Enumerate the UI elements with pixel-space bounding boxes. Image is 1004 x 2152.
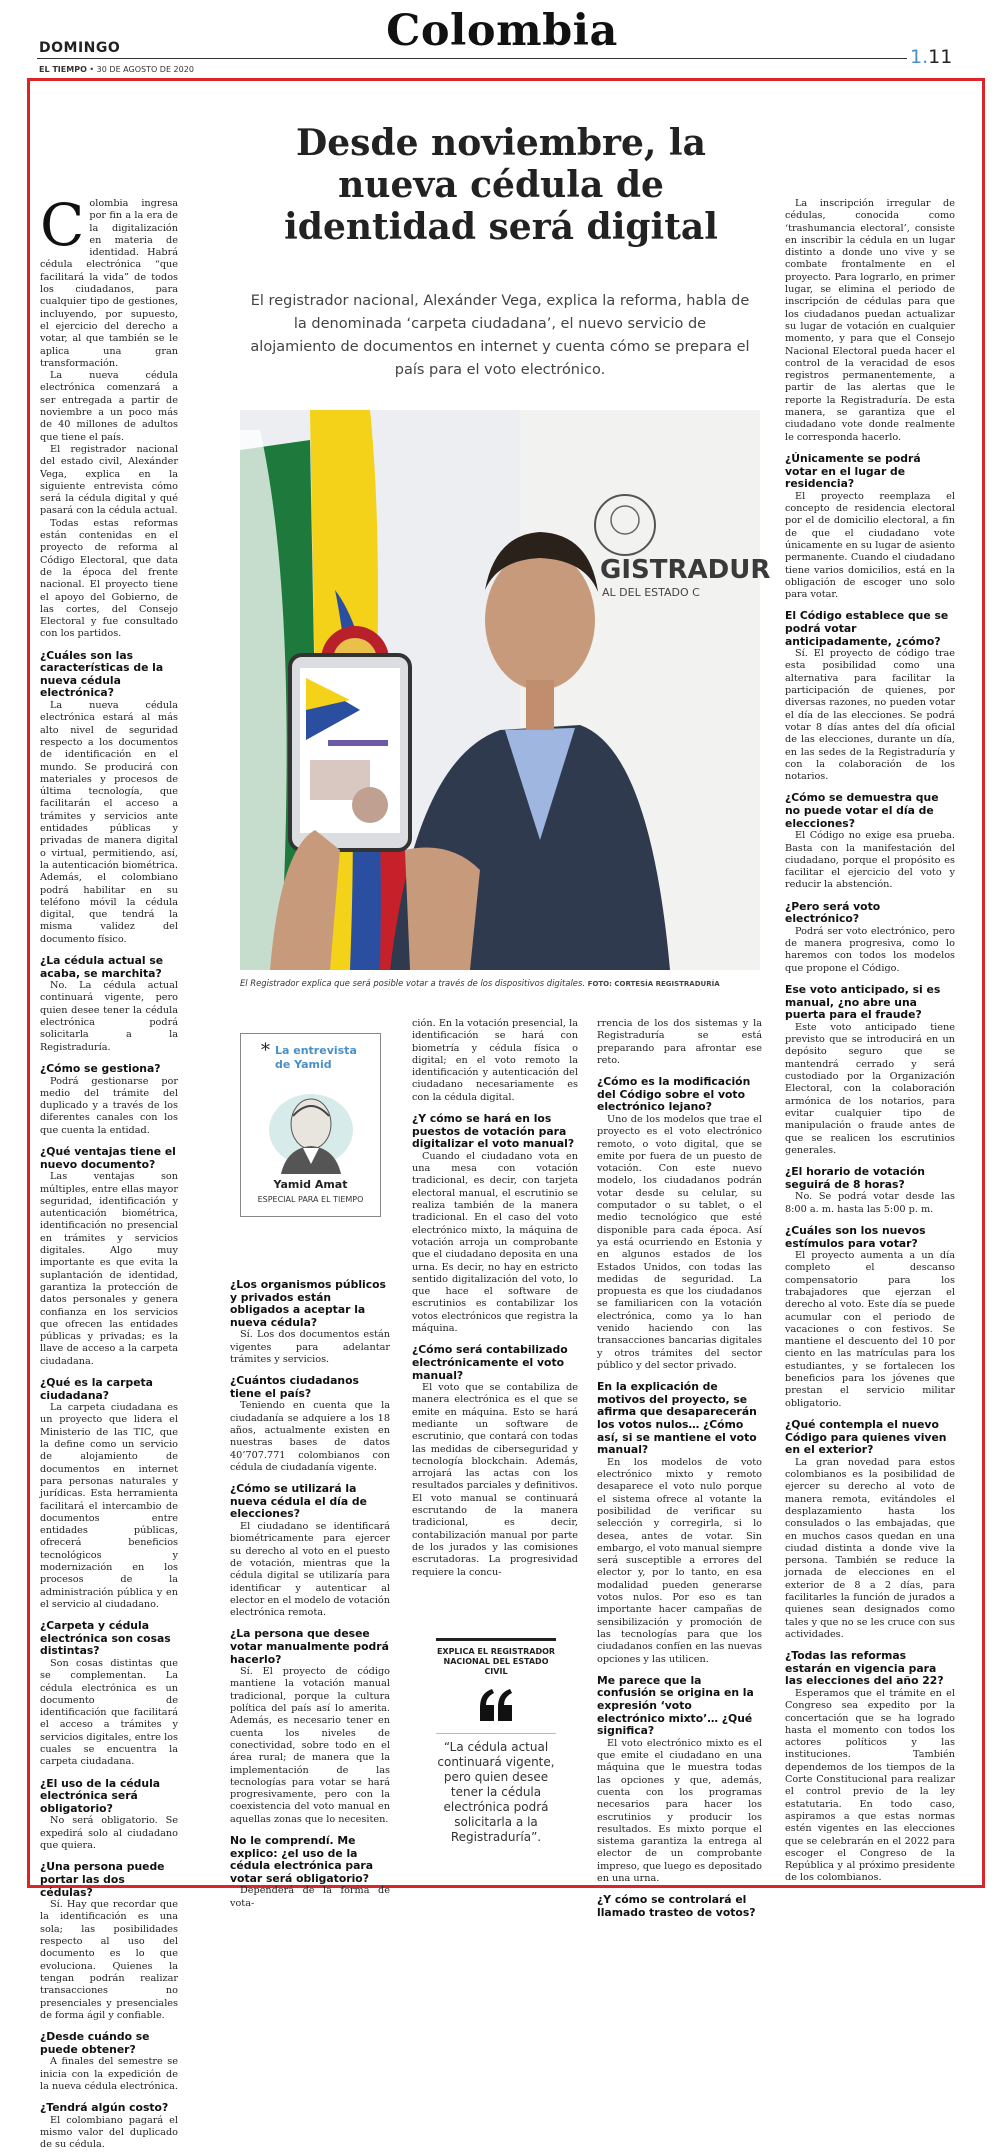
interview-question: ¿Tendrá algún costo? [40,2101,169,2115]
interview-answer: En los modelos de voto electrónico mixto y remoto desaparece el voto nulo porque el sistema ofrece al votante la posibilidad de verificar su selección y corregirla, si lo desea, antes de votar. Sin embargo, el voto manual siempre será susceptible a errores del elector y, por lo tanto, en esa modalidad pueden generarse votos nulos. Por eso es tan importante hacer campañas de sensibilización y promoción de las tecnologías para que los ciudadanos confíen en las nuevas opciones y las utilicen. [597,1456,762,1665]
interview-question: ¿Los organismos públicos y privados están obligados a aceptar la nueva cédula? [230,1278,386,1329]
interview-answer: Podrá gestionarse por medio del trámite del duplicado y a través de los diferentes canales con los que cuenta la entidad. [40,1075,178,1136]
publication-date: • 30 DE AGOSTO DE 2020 [89,65,194,74]
interview-answer: Las ventajas son múltiples, entre ellas mayor seguridad, identificación y autenticación biométrica, identificación no presencial en trámites y servicios digitales. Algo muy importante es que evita la suplantación de identidad, garantiza la protección de datos personales y genera confianza en los servicios que ofrecen las entidades públicas y privadas; es la llave de acceso a la carpeta ciudadana. [40,1171,178,1367]
interview-answer: Sí. El proyecto de código trae esta posibilidad como una alternativa para facilitar la participación de quienes, por diversas razones, no pueden votar el día de las elecciones. Se podrá votar 8 días antes del día oficial de las elecciones, durante un día, en las sedes de la Registraduría y con la colaboración de los notarios. [785,648,955,783]
interview-question: ¿Cuáles son los nuevos estímulos para votar? [785,1223,926,1250]
edition-number: 1. [910,46,929,68]
interview-answer: Cuando el ciudadano vota en una mesa con votación tradicional, es decir, con tarjeta electoral manual, el escrutinio se realiza también de la manera tradicional. En el caso del voto electrónico mixto, la máquina de votación arroja un comprobante que el ciudadano deposita en una urna. Es decir, no hay en estricto sentido digitalización del voto, lo que hace el software de escrutinios es contabilizar los votos electrónicos que registra la máquina. [412,1150,578,1335]
page-number [910,46,952,68]
interview-answer: No. La cédula actual continuará vigente, pero quien desee tener la cédula electrónica podrá solicitarla a la Registraduría. [40,980,178,1053]
drop-cap: C [40,191,85,259]
interview-answer: Teniendo en cuenta que la ciudadanía se adquiere a los 18 años, actualmente existen en nuestras bases de datos 40’707.771 colombianos con cédula de ciudadanía vigente. [230,1400,390,1473]
interview-question: ¿Todas las reformas estarán en vigencia para las elecciones del año 22? [785,1649,944,1688]
interviewer-portrait [241,1082,382,1174]
page-number-value: 11 [928,46,953,68]
photo-caption [240,978,780,988]
article-column-3 [412,1018,578,1593]
interview-answer: Este voto anticipado tiene previsto que se introducirá en un depósito seguro que se mantendrá cerrado y será custodiado por la Organización Electoral, con la colaboración armónica de los notarios, para evitar cualquier tipo de manipulación o fraude antes de que se realicen los escrutinios generales. [785,1021,955,1156]
interviewer-name: Yamid Amat [273,1178,348,1191]
interview-question: ¿Cómo se gestiona? [40,1061,161,1075]
interview-answer: El voto que se contabiliza de manera electrónica es el que se emite en máquina. Esto se hará mediante un software de escrutinio, que contará con todas las medidas de ciberseguridad y tecnología blockchain. Además, arrojará las actas con los resultados parciales y definitivos. El voto manual se continuará escrutando de la manera tradicional, es decir, contabilización manual por parte de los jurados y las comisiones escrutadoras. La progresividad requiere la concu- [412,1382,578,1578]
interview-question: ¿El horario de votación seguirá de 8 horas? [785,1165,925,1191]
interview-question: ¿Desde cuándo se puede obtener? [40,2030,150,2056]
intro-text: olombia ingresa por fin a la era de la digitalización en materia de identidad. Habrá cédula electrónica “que facilitará la vida” de todos los ciudadanos, para cualquier tipo de gestiones, incluyendo, por supuesto, el ejercicio del derecho a votar, al que también se le aplica una gran transformación. [40,198,178,369]
section-title: Colombia [386,6,618,56]
intro-paragraph [40,191,178,370]
interview-question: Ese voto anticipado, si es manual, ¿no abre una puerta para el fraude? [785,983,941,1022]
interview-question: ¿Únicamente se podrá votar en el lugar de residencia? [785,451,921,491]
interview-answer: ción. En la votación presencial, la identificación se hará con biometría y cédula física o digital; en el voto remoto la identificación y autenticación del ciudadano necesariamente es con la cédula digital. [412,1018,578,1103]
interview-question: ¿Carpeta y cédula electrónica son cosas distintas? [40,1619,171,1658]
interview-answer: El ciudadano se identificará biométricamente para ejercer su derecho al voto en el puesto de votación, mientras que la cédula digital se utilizaría para identificar y autenticar al elector en el modelo de votación electrónica remota. [230,1521,390,1619]
interview-question: Me parece que la confusión se origina en la expresión ‘voto electrónico mixto’… ¿Qué significa? [597,1673,754,1738]
interview-answer: Podrá ser voto electrónico, pero de manera progresiva, como lo haremos con todos los modelos que propone el Código. [785,925,955,974]
interview-answer: Dependerá de la forma de vota- [230,1885,390,1909]
interview-question: En la explicación de motivos del proyecto, se afirma que desaparecerán los votos nulos… ¿Cómo así, si se mantiene el voto manual? [597,1380,757,1457]
interviewer-role: ESPECIAL PARA EL TIEMPO [257,1195,364,1204]
interview-answer: Sí. El proyecto de código mantiene la votación manual tradicional, porque la cultura política del país así lo amerita. Además, es necesario tener en cuenta los niveles de conectividad, sobre todo en el área rural; de manera que la implementación de las tecnologías para votar se hará progresivamente, pero con la coexistencia del voto manual en aquellas zonas que lo necesiten. [230,1666,390,1825]
interview-question: No le comprendí. Me explico: ¿el uso de la cédula electrónica para votar será obligatorio? [230,1834,373,1885]
interview-answer: Sí. Hay que recordar que la identificación es una sola; las posibilidades respecto al uso del documento es lo que evoluciona. Quienes la tengan podrán realizar transacciones no presenciales y presenciales de forma ágil y confiable. [40,1899,178,2021]
interview-answer: Uno de los modelos que trae el proyecto es el voto electrónico remoto, o voto digital, que se emite por fuera de un puesto de votación. Con este nuevo modelo, los ciudadanos podrán votar desde su celular, su computador o su tablet, o el medio tecnológico que esté disponible para cada época. Así ya está ocurriendo en Estonia y en algunos estados de los Estados Unidos, con todas las medidas de seguridad. La propuesta es que los ciudadanos se familiaricen con la votación electrónica, como ya lo han venido haciendo con las transacciones bancarias digitales y otros trámites del sector público y del sector privado. [597,1113,762,1371]
interview-question: ¿Y cómo se hará en los puestos de votación para digitalizar el voto manual? [412,1112,575,1151]
article-column-5 [785,198,955,1884]
interview-answer: La gran novedad para estos colombianos es la posibilidad de ejercer su derecho al voto de manera remota, evitándoles el desplazamiento hasta los consulados o las embajadas, que en muchos casos quedan en una ciudad distinta a donde vive la persona. También se reduce la jornada de elecciones en el exterior de 8 a 2 días, para facilitarles la función de jurados a quienes sean designados como tales y que no se les cruce con sus actividades. [785,1456,955,1640]
body-paragraph: Todas estas reformas están contenidas en el proyecto de reforma al Código Electoral, que data de la época del frente nacional. El proyecto tiene el apoyo del Gobierno, de las cortes, del Consejo Electoral y fue consultado con los partidos. [40,517,178,640]
pull-quote-label: EXPLICA EL REGISTRADOR NACIONAL DEL ESTADO CIVIL [436,1638,556,1677]
interview-question: ¿La cédula actual se acaba, se marchita? [40,954,164,980]
interview-answer: El colombiano pagará el mismo valor del duplicado de su cédula. [40,2114,178,2151]
star-icon: * [261,1040,270,1061]
quote-mark-icon [476,1687,516,1723]
body-paragraph: El registrador nacional del estado civil, Alexánder Vega, explica en la siguiente entrevista cómo será la cédula digital y qué pasará con la cédula actual. [40,443,178,517]
article-column-1 [40,191,179,2151]
interviewer-box [240,1033,381,1217]
interview-question: ¿Cómo será contabilizado electrónicamente el voto manual? [412,1343,568,1382]
pull-quote-box [436,1638,556,1878]
interview-answer: Sí. Los dos documentos están vigentes para adelantar trámites y servicios. [230,1329,390,1365]
interview-answer: La carpeta ciudadana es un proyecto que lidera el Ministerio de las TIC, que la define como un servicio de alojamiento de documentos en internet para personas naturales y jurídicas. Esta herramienta facilitará el intercambio de documentos entre entidades públicas, ofrecerá beneficios tecnológicos y modernización en los procesos de la administración pública y en el servicio al ciudadano. [40,1402,178,1610]
interview-question: ¿La persona que desee votar manualmente podrá hacerlo? [230,1627,389,1666]
publication-name: EL TIEMPO [39,65,87,74]
interview-answer: El voto electrónico mixto es el que emite el ciudadano en una máquina que le muestra todas las opciones y que, además, cuenta con los programas necesarios para hacer los escrutinios y producir los resultados. Es mixto porque el sistema garantiza la entrega al elector de un comprobante impreso, que luego es depositado en una urna. [597,1737,762,1885]
interview-question: ¿Cuáles son las características de la nueva cédula electrónica? [40,648,164,700]
interview-question: ¿El uso de la cédula electrónica será obligatorio? [40,1776,161,1815]
interview-answer: El proyecto aumenta a un día completo el descanso compensatorio para los trabajadores que ejerzan el derecho al voto. Este día se puede acumular con el periodo de vacaciones o con festivos. Se mantiene el descuento del 10 por ciento en las matrículas para los estudiantes, y se fortalecen los beneficios para los jóvenes que prestan el servicio militar obligatorio. [785,1250,955,1409]
header-divider [37,58,907,59]
interview-question: ¿Y cómo se controlará el llamado trasteo de votos? [597,1893,756,1919]
interview-answer: El proyecto reemplaza el concepto de residencia electoral por el de domicilio electoral, a fin de que el ciudadano vote únicamente en su lugar de asiento permanente. Cuando el ciudadano tiene varios domicilios, está en la obligación de escoger uno solo para votar. [785,490,955,601]
interview-answer: El Código no exige esa prueba. Basta con la manifestación del ciudadano, porque el propósito es facilitar el ejercicio del voto y reducir la abstención. [785,830,955,891]
interview-answer: No. Se podrá votar desde las 8:00 a. m. hasta las 5:00 p. m. [785,1191,955,1215]
interview-question: ¿Qué es la carpeta ciudadana? [40,1375,153,1402]
interview-answer: rrencia de los dos sistemas y la Registraduría se está preparando para afrontar ese reto. [597,1018,762,1066]
interview-answer: La inscripción irregular de cédulas, conocida como ‘trashumancia electoral’, consiste en inscribir la cédula en un lugar distinto a donde uno vive y se combate frontalmente en el proyecto. Para lograrlo, en primer lugar, se elimina el periodo de inscripción de cédulas para que los ciudadanos puedan actualizar su lugar de votación en cualquier momento, y para que el Consejo Nacional Electoral pueda hacer el control de la veracidad de esos registros permanentemente, a partir de las alertas que le reporte la Registraduría. De esta manera, se garantiza que el ciudadano vote donde realmente le corresponda hacerlo. [785,198,955,443]
interview-question: ¿Cómo se utilizará la nueva cédula el día de elecciones? [230,1482,367,1521]
interview-question: ¿Pero será voto electrónico? [785,899,881,926]
photo-caption-text: El Registrador explica que será posible votar a través de los dispositivos digitales. [240,978,585,988]
photo-credit: FOTO: CORTESÍA REGISTRADURÍA [587,980,720,988]
article-column-4 [597,1018,762,1919]
interview-question: El Código establece que se podrá votar anticipadamente, ¿cómo? [785,609,949,648]
body-paragraph: La nueva cédula electrónica comenzará a ser entregada a partir de noviembre a un poco más de 40 millones de adultos que tiene el país. [40,370,178,443]
interviewer-box-label: La entrevista de Yamid [275,1044,357,1071]
interview-question: ¿Una persona puede portar las dos cédulas? [40,1860,165,1899]
interview-question: ¿Qué ventajas tiene el nuevo documento? [40,1145,176,1171]
photo-sign-subtext: AL DEL ESTADO C [602,586,700,599]
interview-answer: A finales del semestre se inicia con la expedición de la nueva cédula electrónica. [40,2056,179,2092]
interview-question: ¿Cuántos ciudadanos tiene el país? [230,1374,359,1400]
interview-answer: Son cosas distintas que se complementan. La cédula electrónica es un documento de identificación que facilitará el acceso a trámites y servicios digitales, entre los cuales se encuentra la carpeta ciudadana. [40,1658,178,1768]
publication-dateline [39,65,194,74]
registrar-photo [240,410,771,970]
article-column-2 [230,1270,390,1909]
photo-sign-text: GISTRADUR [600,555,771,585]
interview-question: ¿Cómo se demuestra que no puede votar el día de elecciones? [785,791,939,830]
interview-answer: La nueva cédula electrónica estará al más alto nivel de seguridad respecto a los documentos de identificación en el mundo. Se producirá con materiales y procesos de última tecnología, que facilitarán el acceso a trámites y servicios ante entidades públicas y privadas de manera digital o virtual, permitiendo, así, la autenticación biométrica. Además, el colombiano podrá habilitar en su teléfono móvil la cédula digital, que tendrá la misma validez del documento físico. [40,700,178,945]
article-headline: Desde noviembre, la nueva cédula de identidad será digital [284,122,718,248]
edition-day: DOMINGO [39,40,121,56]
article-deck: El registrador nacional, Alexánder Vega, explica la reforma, habla de la denominada ‘carpeta ciudadana’, el nuevo servicio de alojamiento de documentos en internet y cuenta cómo se prepara el país para el voto electrónico. [250,293,750,378]
interview-question: ¿Qué contempla el nuevo Código para quienes viven en el exterior? [785,1417,947,1457]
interview-answer: Esperamos que el trámite en el Congreso sea expedito por la concertación que se ha logrado hasta el momento con todos los actores políticos y las instituciones. También dependemos de los tiempos de la Corte Constitucional para realizar el control previo de la ley estatutaria. En todo caso, aspiramos a que estas normas estén vigentes en las elecciones que se celebrarán en el 2022 para escoger el Congreso de la República y al próximo presidente de los colombianos. [785,1687,955,1884]
interview-answer: No será obligatorio. Se expedirá solo al ciudadano que quiera. [40,1815,178,1852]
interview-question: ¿Cómo es la modificación del Código sobre el voto electrónico lejano? [597,1075,751,1114]
registrar-photo-illustration [240,410,771,970]
pull-quote-text: “La cédula actual continuará vigente, pero quien desee tener la cédula electrónica podrá solicitarla a la Registraduría”. [436,1733,556,1845]
